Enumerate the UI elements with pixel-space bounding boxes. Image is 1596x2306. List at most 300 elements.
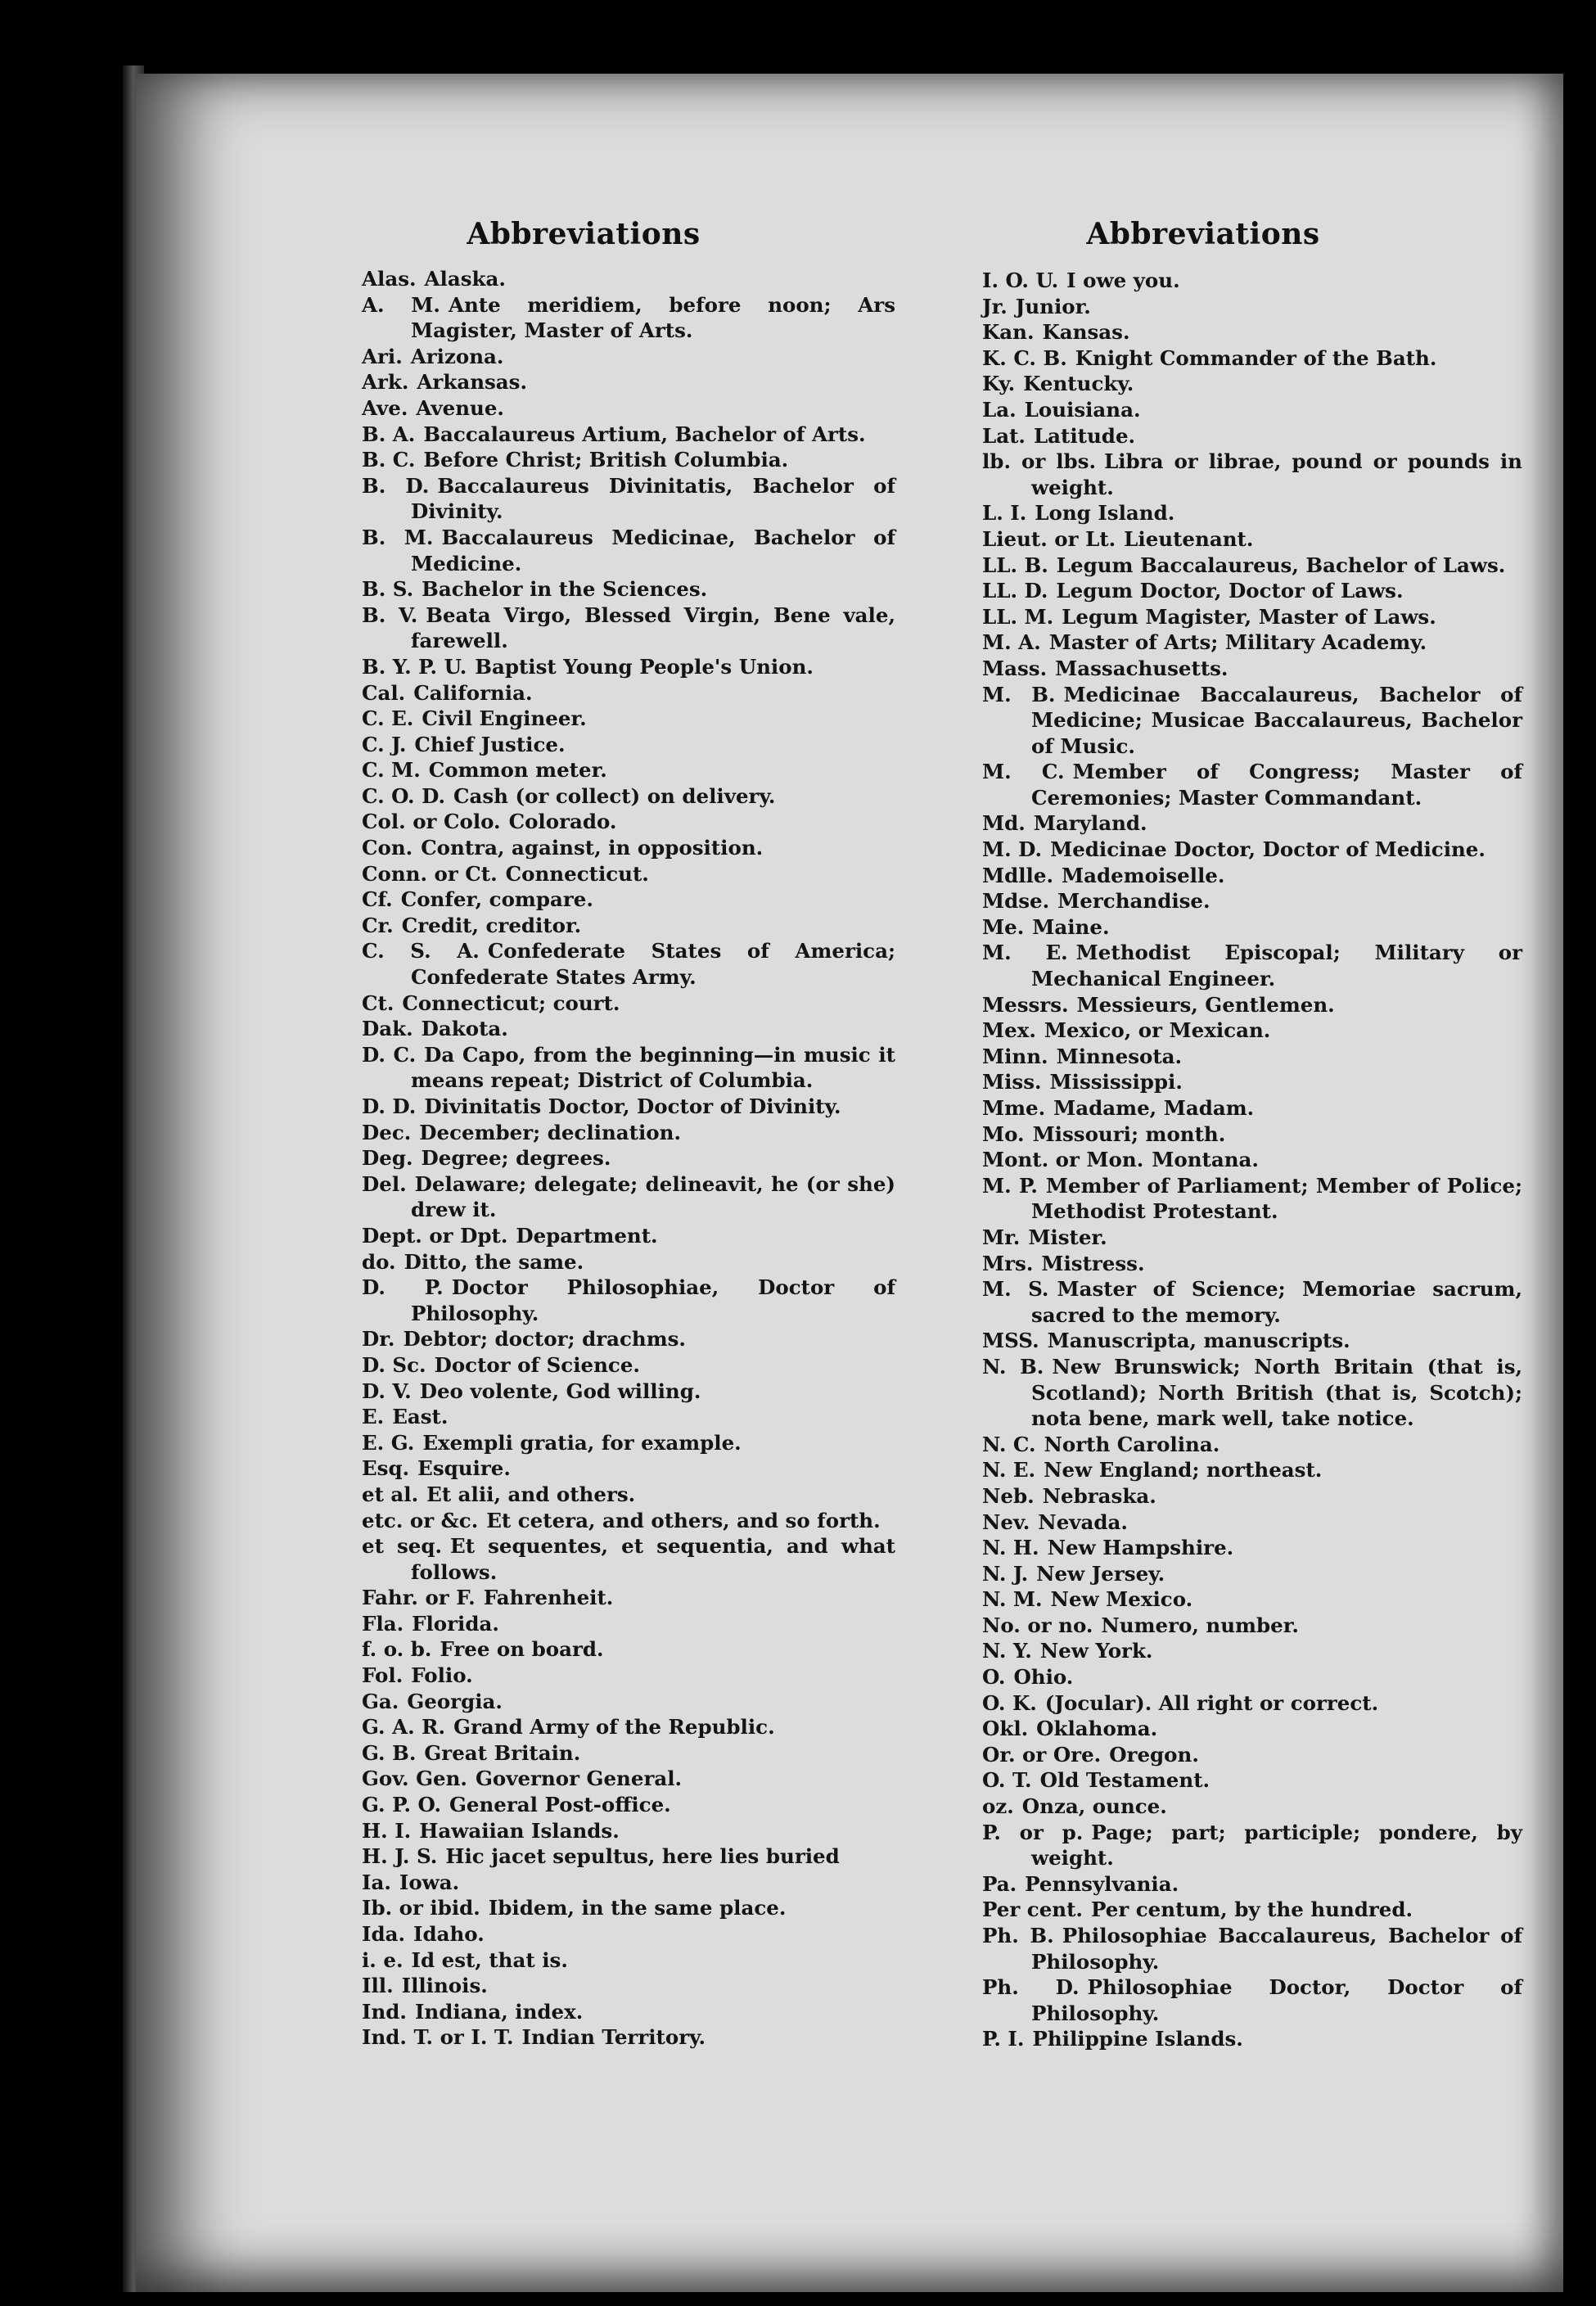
abbreviation-entry: [362, 1042, 895, 1094]
abbreviation-term: Lieut. or Lt.: [982, 526, 1116, 551]
abbreviation-term: E.: [362, 1405, 385, 1429]
abbreviation-term: H. I.: [362, 1818, 412, 1843]
abbreviation-term: N. C.: [982, 1432, 1036, 1456]
abbreviation-term: C. O. D.: [362, 783, 445, 808]
abbreviation-entry: [362, 369, 895, 395]
abbreviation-definition: Montana.: [1152, 1148, 1259, 1172]
abbreviation-term: Mme.: [982, 1096, 1046, 1120]
left-column: [362, 217, 895, 2051]
abbreviation-term: Jr.: [982, 294, 1008, 318]
abbreviation-definition: December; declination.: [419, 1120, 681, 1144]
abbreviation-entry: [362, 991, 895, 1017]
abbreviation-term: LL. B.: [982, 553, 1048, 577]
abbreviation-term: lb. or lbs.: [982, 449, 1096, 474]
abbreviation-term: O.: [982, 1665, 1006, 1690]
abbreviation-entry: [362, 1921, 895, 1947]
abbreviation-definition: Master of Science; Memoriae sacrum, sacred to the memory.: [1031, 1277, 1522, 1327]
abbreviation-term: N. Y.: [982, 1639, 1032, 1663]
abbreviation-term: Cr.: [362, 913, 394, 937]
abbreviation-entry: [982, 526, 1522, 553]
abbreviation-entry: [982, 1069, 1522, 1095]
abbreviation-definition: Colorado.: [508, 810, 617, 834]
abbreviation-entry: [982, 1742, 1522, 1768]
abbreviation-term: Col. or Colo.: [362, 810, 501, 834]
abbreviation-definition: Connecticut.: [505, 861, 649, 886]
abbreviation-term: Dept. or Dpt.: [362, 1223, 508, 1248]
abbreviation-entry: [362, 266, 895, 292]
abbreviation-entry: [982, 1664, 1522, 1690]
abbreviation-term: Ky.: [982, 372, 1016, 396]
abbreviation-definition: North Carolina.: [1044, 1432, 1220, 1456]
abbreviation-entry: [362, 1171, 895, 1223]
abbreviation-entry: [362, 395, 895, 422]
abbreviation-definition: Kentucky.: [1023, 372, 1134, 396]
abbreviation-definition: Iowa.: [399, 1870, 460, 1894]
abbreviation-definition: Latitude.: [1033, 423, 1136, 448]
abbreviation-entry: [362, 706, 895, 732]
abbreviation-entry: [982, 1095, 1522, 1121]
abbreviation-term: Ave.: [362, 395, 408, 420]
abbreviation-entry: [362, 1249, 895, 1275]
abbreviation-entry: [982, 1483, 1522, 1510]
abbreviation-term: N. E.: [982, 1458, 1036, 1482]
abbreviation-entry: [982, 682, 1522, 760]
abbreviation-entry: [982, 397, 1522, 423]
abbreviation-entry: [982, 1586, 1522, 1613]
abbreviation-term: Mrs.: [982, 1251, 1034, 1275]
abbreviation-entry: [982, 1276, 1522, 1328]
abbreviation-term: MSS.: [982, 1329, 1039, 1353]
abbreviation-definition: Degree; degrees.: [421, 1146, 611, 1171]
abbreviation-entry: [982, 1923, 1522, 1974]
abbreviation-term: Pa.: [982, 1871, 1017, 1896]
abbreviation-term: Fla.: [362, 1611, 404, 1636]
abbreviation-definition: Folio.: [411, 1663, 473, 1688]
abbreviation-definition: Mississippi.: [1049, 1070, 1183, 1094]
abbreviation-entry: [982, 1173, 1522, 1225]
abbreviation-term: B. S.: [362, 577, 414, 602]
abbreviation-term: M. E.: [982, 941, 1068, 965]
abbreviation-definition: Pennsylvania.: [1025, 1871, 1179, 1896]
abbreviation-entry: [982, 423, 1522, 449]
abbreviation-entry: [982, 1328, 1522, 1354]
abbreviation-term: Dak.: [362, 1017, 413, 1041]
abbreviation-definition: Numero, number.: [1101, 1613, 1299, 1637]
abbreviation-term: Mdse.: [982, 889, 1050, 914]
abbreviation-entry: [362, 783, 895, 810]
abbreviation-definition: New York.: [1039, 1639, 1153, 1663]
abbreviation-term: Fahr. or F.: [362, 1586, 476, 1610]
abbreviation-term: Lat.: [982, 423, 1026, 448]
abbreviation-definition: Indiana, index.: [414, 1999, 584, 2024]
abbreviation-entry: [362, 1533, 895, 1585]
abbreviation-definition: Mistress.: [1041, 1251, 1145, 1275]
abbreviation-term: O. K.: [982, 1690, 1037, 1715]
abbreviation-entry: [982, 1354, 1522, 1432]
abbreviation-definition: Manuscripta, manuscripts.: [1047, 1329, 1350, 1353]
abbreviation-entry: [362, 1818, 895, 1844]
abbreviation-definition: Mexico, or Mexican.: [1044, 1018, 1271, 1043]
abbreviation-term: Esq.: [362, 1456, 410, 1481]
abbreviation-entry: [982, 888, 1522, 914]
abbreviation-term: Mex.: [982, 1018, 1036, 1043]
abbreviation-definition: Great Britain.: [424, 1740, 581, 1765]
abbreviation-term: C. S. A.: [362, 939, 480, 963]
abbreviation-entry: [362, 1430, 895, 1456]
left-entry-list: [362, 266, 895, 2051]
abbreviation-entry: [362, 1999, 895, 2025]
abbreviation-term: Mdlle.: [982, 863, 1053, 887]
abbreviation-definition: Baccalaureus Divinitatis, Bachelor of Divinity.: [411, 473, 896, 524]
abbreviation-term: f. o. b.: [362, 1637, 432, 1662]
abbreviation-definition: Georgia.: [407, 1689, 503, 1713]
abbreviation-term: B. A.: [362, 422, 416, 446]
abbreviation-entry: [982, 553, 1522, 579]
abbreviation-definition: Deo volente, God willing.: [419, 1379, 701, 1403]
abbreviation-definition: Common meter.: [428, 758, 607, 783]
abbreviation-definition: Exempli gratia, for example.: [422, 1430, 742, 1455]
abbreviation-definition: Knight Commander of the Bath.: [1075, 345, 1437, 370]
abbreviation-definition: Onza, ounce.: [1021, 1794, 1167, 1819]
abbreviation-definition: Beata Virgo, Blessed Virgin, Bene vale, farewell.: [411, 602, 895, 653]
abbreviation-entry: [362, 1792, 895, 1818]
abbreviation-term: D. Sc.: [362, 1352, 426, 1377]
abbreviation-definition: Madame, Madam.: [1053, 1096, 1255, 1120]
abbreviation-term: Ph. B.: [982, 1924, 1054, 1947]
abbreviation-definition: Idaho.: [413, 1922, 485, 1946]
abbreviation-definition: Philosophiae Doctor, Doctor of Philosophy.: [1031, 1975, 1522, 2025]
abbreviation-entry: [362, 1870, 895, 1896]
abbreviation-entry: [982, 1974, 1522, 2026]
abbreviation-definition: Mister.: [1028, 1225, 1107, 1249]
abbreviation-definition: Hic jacet sepultus, here lies buried: [445, 1844, 840, 1869]
abbreviation-entry: [362, 1508, 895, 1534]
abbreviation-definition: Fahrenheit.: [483, 1586, 614, 1610]
abbreviation-definition: Merchandise.: [1057, 889, 1211, 914]
abbreviation-definition: Minnesota.: [1056, 1044, 1183, 1068]
abbreviation-term: C. E.: [362, 706, 414, 731]
abbreviation-definition: Nebraska.: [1042, 1483, 1156, 1508]
abbreviation-definition: Mademoiselle.: [1061, 863, 1225, 887]
abbreviation-entry: [362, 1455, 895, 1482]
abbreviation-term: et al.: [362, 1482, 419, 1506]
abbreviation-definition: Free on board.: [440, 1637, 604, 1662]
abbreviation-definition: Confederate States of America; Confederate States Army.: [411, 939, 896, 990]
abbreviation-term: Mont. or Mon.: [982, 1148, 1144, 1172]
abbreviation-definition: I owe you.: [1066, 269, 1180, 292]
abbreviation-entry: [362, 1973, 895, 1999]
abbreviation-entry: [982, 604, 1522, 630]
abbreviation-term: N. M.: [982, 1587, 1043, 1612]
abbreviation-term: G. A. R.: [362, 1715, 446, 1740]
abbreviation-definition: California.: [413, 680, 533, 705]
abbreviation-entry: [362, 1404, 895, 1430]
abbreviation-entry: [362, 1689, 895, 1715]
abbreviation-term: Dr.: [362, 1327, 395, 1352]
abbreviation-entry: [982, 1767, 1522, 1794]
abbreviation-term: L. I.: [982, 501, 1027, 526]
abbreviation-entry: [982, 319, 1522, 345]
abbreviation-term: M. S.: [982, 1277, 1049, 1302]
abbreviation-entry: [362, 1482, 895, 1508]
abbreviation-definition: Medicinae Doctor, Doctor of Medicine.: [1050, 837, 1486, 862]
abbreviation-term: D. V.: [362, 1379, 412, 1403]
abbreviation-definition: Oklahoma.: [1036, 1717, 1158, 1741]
abbreviation-entry: [982, 1147, 1522, 1173]
abbreviation-term: M. A.: [982, 630, 1041, 655]
abbreviation-definition: Debtor; doctor; drachms.: [403, 1327, 686, 1352]
abbreviation-definition: Ohio.: [1013, 1665, 1074, 1690]
abbreviation-entry: [982, 810, 1522, 837]
abbreviation-term: Ct.: [362, 991, 394, 1015]
abbreviation-entry: [982, 449, 1522, 500]
abbreviation-definition: Missouri; month.: [1032, 1121, 1226, 1146]
abbreviation-definition: Baccalaureus Medicinae, Bachelor of Medicine.: [411, 525, 895, 575]
abbreviation-entry: [982, 1018, 1522, 1044]
abbreviation-definition: Arkansas.: [417, 370, 527, 395]
abbreviation-term: Deg.: [362, 1146, 413, 1171]
abbreviation-term: B. D.: [362, 473, 430, 498]
abbreviation-entry: [362, 654, 895, 680]
abbreviation-definition: Id est, that is.: [411, 1947, 568, 1972]
abbreviation-term: D. D.: [362, 1094, 417, 1118]
abbreviation-entry: [982, 630, 1522, 656]
abbreviation-term: Ari.: [362, 344, 403, 368]
abbreviation-definition: Divinitatis Doctor, Doctor of Divinity.: [424, 1094, 841, 1118]
abbreviation-entry: [982, 1690, 1522, 1717]
abbreviation-term: D. C.: [362, 1042, 417, 1067]
abbreviation-term: N. J.: [982, 1561, 1029, 1586]
abbreviation-definition: Kansas.: [1042, 320, 1130, 345]
abbreviation-definition: Ditto, the same.: [404, 1249, 584, 1274]
abbreviation-definition: New Brunswick; North Britain (that is, Scotland); North British (that is, Scotch); nota bene, mark well, take notice.: [1031, 1354, 1523, 1431]
abbreviation-entry: [362, 680, 895, 706]
abbreviation-definition: Delaware; delegate; delineavit, he (or she) drew it.: [411, 1171, 895, 1222]
abbreviation-entry: [982, 1794, 1522, 1820]
abbreviation-definition: Legum Magister, Master of Laws.: [1062, 604, 1436, 629]
abbreviation-definition: Contra, against, in opposition.: [421, 836, 764, 860]
abbreviation-entry: [982, 1510, 1522, 1536]
abbreviation-term: Cf.: [362, 887, 393, 912]
abbreviation-term: Or. or Ore.: [982, 1742, 1102, 1767]
abbreviation-definition: Lieutenant.: [1124, 526, 1254, 551]
abbreviation-entry: [982, 294, 1522, 320]
abbreviation-term: A. M.: [362, 292, 440, 317]
abbreviation-term: D. P.: [362, 1275, 444, 1300]
abbreviation-definition: Doctor of Science.: [434, 1352, 640, 1377]
abbreviation-entry: [362, 473, 895, 525]
abbreviation-entry: [982, 940, 1522, 991]
abbreviation-definition: Junior.: [1015, 294, 1091, 318]
abbreviation-definition: Member of Congress; Master of Ceremonies; Master Commandant.: [1031, 760, 1522, 810]
abbreviation-entry: [362, 1223, 895, 1249]
abbreviation-entry: [982, 345, 1522, 372]
abbreviation-entry: [362, 809, 895, 835]
abbreviation-entry: [982, 2026, 1522, 2052]
abbreviation-definition: Cash (or collect) on delivery.: [453, 783, 776, 808]
abbreviation-term: Del.: [362, 1171, 407, 1196]
abbreviation-term: Mr.: [982, 1225, 1021, 1249]
abbreviation-term: C. M.: [362, 758, 421, 783]
abbreviation-entry: [362, 1326, 895, 1352]
abbreviation-entry: [982, 1432, 1522, 1458]
abbreviation-term: Ia.: [362, 1870, 391, 1894]
abbreviation-entry: [362, 1766, 895, 1792]
abbreviation-term: B. Y. P. U.: [362, 654, 467, 679]
left-column-heading: Abbreviations: [467, 217, 701, 251]
abbreviation-entry: [982, 500, 1522, 526]
abbreviation-term: G. B.: [362, 1740, 417, 1765]
abbreviation-entry: [362, 1016, 895, 1042]
abbreviation-definition: Indian Territory.: [521, 2025, 706, 2050]
abbreviation-term: Messrs.: [982, 992, 1069, 1017]
abbreviation-term: M. C.: [982, 760, 1065, 784]
abbreviation-entry: [982, 1251, 1522, 1277]
abbreviation-entry: [362, 2024, 895, 2051]
abbreviation-definition: Credit, creditor.: [401, 913, 582, 937]
abbreviation-entry: [982, 1044, 1522, 1070]
abbreviation-definition: Et sequentes, et sequentia, and what follows.: [411, 1534, 895, 1584]
abbreviation-term: Cal.: [362, 680, 406, 705]
abbreviation-definition: Ante meridiem, before noon; Ars Magister, Master of Arts.: [411, 292, 895, 343]
abbreviation-term: B. C.: [362, 448, 416, 472]
abbreviation-term: Conn. or Ct.: [362, 861, 498, 886]
abbreviation-definition: Baptist Young People's Union.: [475, 654, 814, 679]
abbreviation-definition: Da Capo, from the beginning—in music it means repeat; District of Columbia.: [411, 1042, 896, 1093]
abbreviation-term: LL. D.: [982, 579, 1048, 603]
abbreviation-term: G. P. O.: [362, 1793, 441, 1817]
abbreviation-definition: Master of Arts; Military Academy.: [1048, 630, 1427, 655]
right-column: [982, 217, 1522, 2052]
abbreviation-term: i. e.: [362, 1947, 404, 1972]
abbreviation-definition: (Jocular). All right or correct.: [1044, 1690, 1379, 1715]
abbreviation-entry: [982, 656, 1522, 682]
abbreviation-entry: [982, 1871, 1522, 1898]
abbreviation-definition: Legum Baccalaureus, Bachelor of Laws.: [1056, 553, 1506, 577]
abbreviation-term: Me.: [982, 914, 1025, 939]
abbreviation-definition: Maine.: [1032, 914, 1110, 939]
abbreviation-definition: Member of Parliament; Member of Police; Methodist Protestant.: [1031, 1173, 1523, 1224]
abbreviation-term: Ib. or ibid.: [362, 1896, 480, 1920]
abbreviation-definition: Avenue.: [416, 395, 504, 420]
abbreviation-definition: Methodist Episcopal; Military or Mechanical Engineer.: [1031, 941, 1522, 991]
abbreviation-entry: [362, 1379, 895, 1405]
abbreviation-entry: [362, 344, 895, 370]
abbreviation-entry: [362, 422, 895, 448]
abbreviation-term: Gov. Gen.: [362, 1767, 467, 1791]
abbreviation-entry: [982, 1716, 1522, 1742]
abbreviation-term: B. V.: [362, 602, 418, 627]
abbreviation-term: N. H.: [982, 1536, 1039, 1560]
abbreviation-term: Dec.: [362, 1120, 412, 1144]
abbreviation-term: B. M.: [362, 525, 434, 549]
abbreviation-entry: [362, 1145, 895, 1171]
abbreviation-term: Ph. D.: [982, 1975, 1080, 2000]
abbreviation-entry: [982, 268, 1522, 294]
abbreviation-definition: Before Christ; British Columbia.: [423, 448, 789, 472]
abbreviation-entry: [362, 576, 895, 602]
abbreviation-term: Miss.: [982, 1070, 1042, 1094]
abbreviation-term: Ida.: [362, 1922, 405, 1946]
abbreviation-definition: Confer, compare.: [400, 887, 593, 912]
abbreviation-entry: [362, 887, 895, 913]
abbreviation-term: I. O. U.: [982, 269, 1059, 292]
abbreviation-entry: [362, 757, 895, 783]
abbreviation-entry: [982, 1820, 1522, 1871]
abbreviation-term: etc. or &c.: [362, 1508, 479, 1532]
abbreviation-term: Per cent.: [982, 1898, 1083, 1922]
abbreviation-entry: [982, 1561, 1522, 1587]
abbreviation-definition: Messieurs, Gentlemen.: [1076, 992, 1335, 1017]
abbreviation-term: Ga.: [362, 1689, 399, 1713]
abbreviation-term: Nev.: [982, 1510, 1030, 1534]
abbreviation-term: Md.: [982, 811, 1026, 836]
abbreviation-definition: East.: [392, 1405, 449, 1429]
abbreviation-term: Con.: [362, 836, 413, 860]
abbreviation-definition: General Post-office.: [449, 1793, 671, 1817]
abbreviation-entry: [982, 759, 1522, 810]
abbreviation-definition: Per centum, by the hundred.: [1090, 1898, 1413, 1922]
abbreviation-definition: Legum Doctor, Doctor of Laws.: [1056, 579, 1404, 603]
abbreviation-definition: Florida.: [412, 1611, 499, 1636]
abbreviation-definition: Page; part; participle; pondere, by weight.: [1031, 1820, 1522, 1871]
abbreviation-definition: Civil Engineer.: [422, 706, 587, 731]
abbreviation-definition: Maryland.: [1033, 811, 1147, 836]
abbreviation-term: do.: [362, 1249, 396, 1274]
abbreviation-definition: Louisiana.: [1024, 397, 1141, 422]
abbreviation-entry: [982, 1225, 1522, 1251]
abbreviation-entry: [362, 525, 895, 576]
abbreviation-term: oz.: [982, 1794, 1014, 1819]
abbreviation-entry: [362, 938, 895, 990]
abbreviation-term: Ind. T. or I. T.: [362, 2025, 514, 2050]
abbreviation-entry: [982, 837, 1522, 863]
abbreviation-definition: Dakota.: [421, 1017, 508, 1041]
abbreviation-definition: Esquire.: [417, 1456, 511, 1481]
abbreviation-entry: [362, 1947, 895, 1974]
abbreviation-definition: Connecticut; court.: [402, 991, 620, 1015]
right-column-heading: Abbreviations: [1086, 217, 1320, 251]
abbreviation-entry: [982, 1121, 1522, 1148]
abbreviation-definition: New Hampshire.: [1047, 1536, 1234, 1560]
abbreviation-definition: Grand Army of the Republic.: [453, 1715, 775, 1740]
abbreviation-definition: Bachelor in the Sciences.: [422, 577, 708, 602]
abbreviation-entry: [362, 861, 895, 887]
abbreviation-definition: Doctor Philosophiae, Doctor of Philosophy.: [411, 1275, 895, 1325]
abbreviation-entry: [362, 1740, 895, 1767]
abbreviation-term: M. P.: [982, 1173, 1038, 1198]
abbreviation-definition: Oregon.: [1109, 1742, 1199, 1767]
abbreviation-term: Minn.: [982, 1044, 1048, 1068]
abbreviation-definition: Medicinae Baccalaureus, Bachelor of Medicine; Musicae Baccalaureus, Bachelor of Music.: [1031, 682, 1522, 758]
right-entry-list: [982, 268, 1522, 2052]
abbreviation-definition: Old Testament.: [1039, 1768, 1211, 1793]
abbreviation-term: P. I.: [982, 2027, 1025, 2051]
abbreviation-entry: [982, 992, 1522, 1018]
abbreviation-definition: Et alii, and others.: [426, 1482, 636, 1506]
abbreviation-definition: Philippine Islands.: [1032, 2027, 1243, 2051]
abbreviation-entry: [982, 1613, 1522, 1639]
abbreviation-term: No. or no.: [982, 1613, 1093, 1637]
abbreviation-entry: [362, 1120, 895, 1146]
abbreviation-definition: Governor General.: [475, 1767, 683, 1791]
abbreviation-term: La.: [982, 397, 1017, 422]
abbreviation-definition: Et cetera, and others, and so forth.: [486, 1508, 881, 1532]
abbreviation-entry: [362, 1611, 895, 1637]
abbreviation-definition: Nevada.: [1038, 1510, 1128, 1534]
abbreviation-entry: [362, 913, 895, 939]
abbreviation-definition: Illinois.: [401, 1974, 488, 1998]
